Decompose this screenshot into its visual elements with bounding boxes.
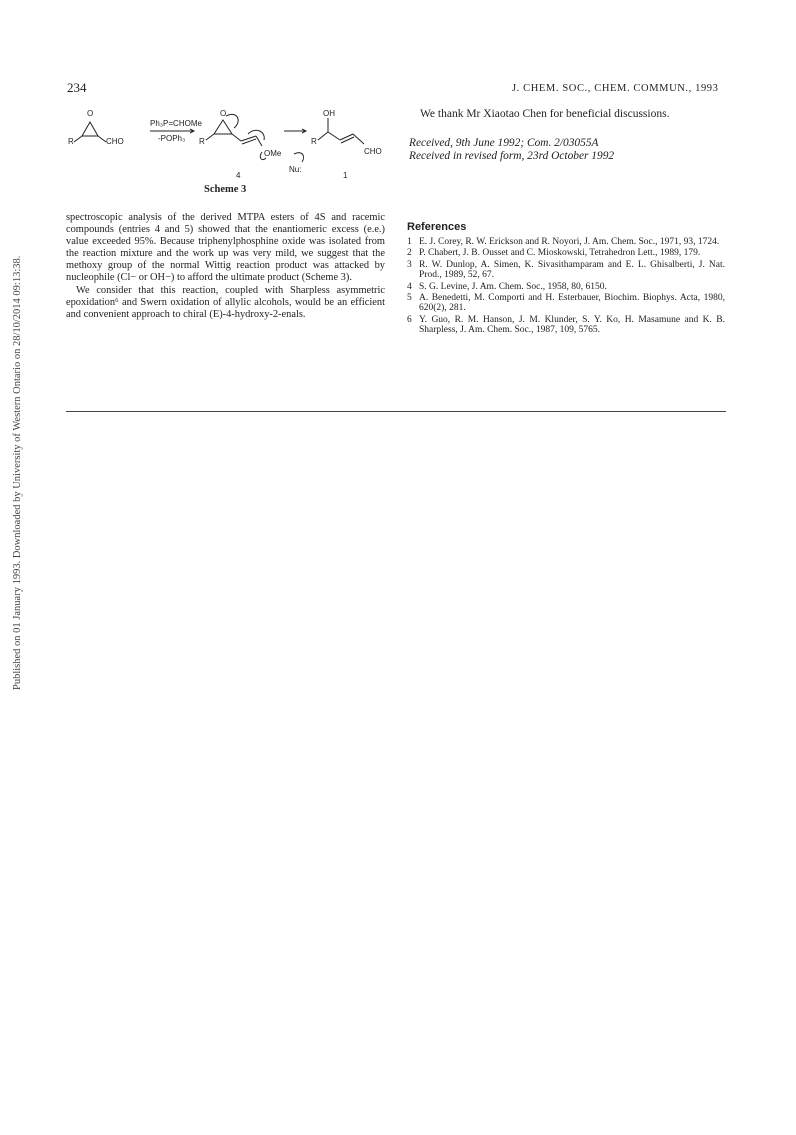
reference-text: R. W. Dunlop, A. Simen, K. Sivasithamparam and E. L. Ghisalberti, J. Nat. Prod., 1989, 52, 67. xyxy=(419,259,725,281)
label-oh: OH xyxy=(323,109,335,118)
label-r-mid: R xyxy=(199,137,205,146)
received-dates xyxy=(409,137,614,163)
acknowledgement: We thank Mr Xiaotao Chen for beneficial discussions. xyxy=(420,108,670,120)
reference-number: 1 xyxy=(407,237,412,247)
received-line: Received, 9th June 1992; Com. 2/03055A xyxy=(409,137,599,149)
reference-number: 5 xyxy=(407,293,412,304)
reference-item xyxy=(407,248,725,258)
nucleophile-arrow xyxy=(294,153,304,162)
label-o-left: O xyxy=(87,109,94,118)
electron-arrow-2 xyxy=(248,130,264,140)
reference-item xyxy=(407,260,725,281)
reference-number: 3 xyxy=(407,259,412,270)
reference-text: S. G. Levine, J. Am. Chem. Soc., 1958, 80, 6150. xyxy=(419,281,607,292)
body-paragraph: spectroscopic analysis of the derived MTPA esters of 4S and racemic compounds (entries 4 and 5) showed that the enantiomeric excess (e.e.) value exceeded 95%. Because triphenylphosphine oxide was isolated from the reaction mixture and the work up was very mild, we suggest that the methoxy group of the normal Wittig reaction product was attacked by nucleophile (Cl− or OH−) to afford the ultimate product (Scheme 3). xyxy=(66,212,385,284)
reference-number: 4 xyxy=(407,281,412,292)
reference-number: 6 xyxy=(407,314,412,325)
reference-text: P. Chabert, J. B. Ousset and C. Mioskowski, Tetrahedron Lett., 1989, 179. xyxy=(419,248,701,259)
reference-text: E. J. Corey, R. W. Erickson and R. Noyori, J. Am. Chem. Soc., 1971, 93, 1724. xyxy=(419,237,720,247)
label-r-left: R xyxy=(68,137,74,146)
download-stamp-text: Published on 01 January 1993. Downloaded by University of Western Ontario on 28/10/2014 09:13:38. xyxy=(12,255,23,690)
reference-text: Y. Guo, R. M. Hanson, J. M. Klunder, S. Y. Ko, H. Masamune and K. B. Sharpless, J. Am. Chem. Soc., 1987, 109, 5765. xyxy=(419,314,725,336)
body-paragraph: We consider that this reaction, coupled with Sharpless asymmetric epoxidation⁶ and Swern oxidation of allylic alcohols, would be an efficient and convenient approach to chiral (E)-4-hydroxy-2-enals. xyxy=(66,284,385,320)
epoxide-ring-mid xyxy=(214,120,232,134)
reference-text: A. Benedetti, M. Comporti and H. Esterbauer, Biochim. Biophys. Acta, 1980, 620(2), 281. xyxy=(419,293,725,314)
page-number: 234 xyxy=(67,80,87,95)
body-text-column xyxy=(66,212,385,321)
reference-item xyxy=(407,282,725,292)
label-cho-right: CHO xyxy=(364,147,382,156)
label-r-right: R xyxy=(311,137,317,146)
label-ome: OMe xyxy=(264,149,282,158)
reference-item xyxy=(407,293,725,314)
label-o-mid: O xyxy=(220,109,227,118)
page-divider xyxy=(66,411,726,412)
revised-line: Received in revised form, 23rd October 1992 xyxy=(409,150,615,162)
epoxide-ring-left xyxy=(82,122,98,136)
references-heading: References xyxy=(407,221,467,233)
compound-number-1: 1 xyxy=(343,171,348,180)
scheme-caption: Scheme 3 xyxy=(204,184,247,195)
reference-item xyxy=(407,237,725,247)
label-reagent-bottom: -POPh₃ xyxy=(158,134,186,143)
label-nu: Nu: xyxy=(289,165,302,174)
electron-arrow-1 xyxy=(226,114,238,128)
download-stamp xyxy=(12,240,26,690)
journal-header: J. CHEM. SOC., CHEM. COMMUN., 1993 xyxy=(512,83,719,94)
reference-number: 2 xyxy=(407,248,412,259)
label-cho-left: CHO xyxy=(106,137,124,146)
label-reagent-top: Ph₃P=CHOMe xyxy=(150,119,202,128)
compound-number-4: 4 xyxy=(236,171,241,180)
references-list xyxy=(407,237,725,337)
reference-item xyxy=(407,315,725,336)
